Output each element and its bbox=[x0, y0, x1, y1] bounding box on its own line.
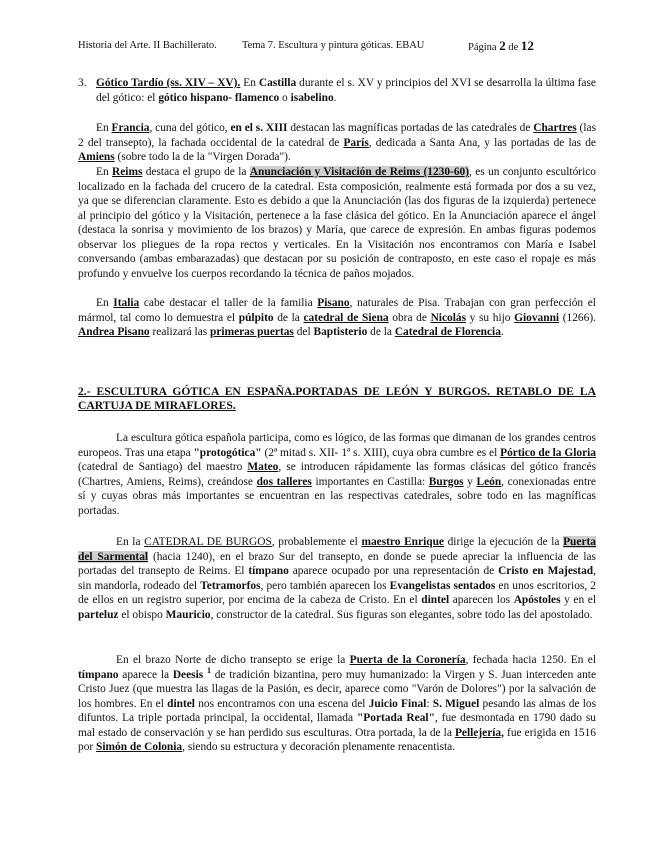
paragraph-burgos: En la CATEDRAL DE BURGOS, probablemente el maestro Enrique dirige la ejecución de la Puerta del Sarmental (hacia 1240), en el brazo Sur del transepto, en donde se puede apreciar la influencia de las portadas del transepto de Reims. El tímpano aparece ocupado por una representación de Cristo en Majestad, sin mandorla, rodeado del Tetramorfos, pero también aparecen los Evangelistas sentados en unos escritorios, 2 de ellos en un registro superior, por encima de la cabeza de Cristo. En el dintel aparecen los Apóstoles y en el parteluz el obispo Mauricio, constructor de la catedral. Sus figuras son elegantes, sobre todo las del apostolado. bbox=[78, 536, 597, 621]
paragraph-espana: La escultura gótica española participa, como es lógico, de las formas que dimanan de los grandes centros europeos. Tras una etapa "protogótica" (2ª mitad s. XII- 1ª s. XIII), cuya obra cumbre es el Pórtico de la Gloria (catedral de Santiago) del maestro Mateo, se introducen rápidamente las formas clásicas del gótico francés (Chartres, Amiens, Reims), creándose dos talleres importantes en Castilla: Burgos y León, conexionadas entre sí y cuyas obras más importantes se encuentran en las respectivas catedrales, sobre todo en las magníficas portadas. bbox=[78, 432, 597, 517]
page-header bbox=[78, 40, 595, 56]
section-2-heading: 2.- ESCULTURA GÓTICA EN ESPAÑA.PORTADAS DE LEÓN Y BURGOS. RETABLO DE LA CARTUJA DE MIRAFLORES. bbox=[78, 385, 596, 412]
course-name: Historia del Arte. II Bachillerato. bbox=[78, 40, 217, 51]
page-indicator: Página 2 de 12 bbox=[468, 38, 534, 53]
paragraph-reims: En Reims destaca el grupo de la Anunciación y Visitación de Reims (1230-60), es un conjunto escultórico localizado en la fachada del crucero de la catedral. Esta composición, realmente está formada por dos a su vez, ya que se diferencian claramente. Esto es debido a que la Anunciación (las dos figuras de la izquierda) pertenece al principio del gótico y la Visitación, pertenece a la fase clásica del gótico. En la Anunciación aparece el ángel (destaca la sonrisa y movimiento de los brazos) y María, que carece de expresión. En ambas figuras podemos observar los pliegues de la ropa rectos y verticales. En la Visitación nos encontramos con María e Isabel conversando (ambas embarazadas) que destacan por su posición de contraposto, en este caso el ropaje es más profundo y envuelve los cuerpos recordando la técnica de paños mojados. bbox=[78, 166, 596, 280]
paragraph-coroneria: En el brazo Norte de dicho transepto se erige la Puerta de la Coronería, fechada hacia 1250. En el tímpano aparece la Deesis $^1$ de tradición bizantina, pero muy humanizado: la Virgen y S. Juan interceden ante Cristo Juez (que muestra las llagas de la Pasión, es decir, aparece como "Varón de Dolores") por la salvación de los hombres. En el dintel nos encontramos con una escena del Juicio Final: S. Miguel pesando las almas de los difuntos. La triple portada principal, la occidental, llamada "Portada Real", fue desmontada en 1790 dado su mal estado de conservación y se han perdido sus esculturas. Otra portada, la de la Pellejería, fue erigida en 1516 por Simón de Colonia, siendo su estructura y decoración plenamente renacentista. bbox=[78, 654, 597, 753]
paragraph-italia: En Italia cabe destacar el taller de la familia Pisano, naturales de Pisa. Trabajan con gran perfección el mármol, tal como lo demuestra el púlpito de la catedral de Siena obra de Nicolás y su hijo Giovanni (1266). Andrea Pisano realizará las primeras puertas del Baptisterio de la Catedral de Florencia. bbox=[78, 297, 596, 338]
paragraph-francia: En Francia, cuna del gótico, en el s. XIII destacan las magníficas portadas de las catedrales de Chartres (las 2 del transepto), la fachada occidental de la catedral de París, dedicada a Santa Ana, y las portadas de las de Amiens (sobre todo la de la "Virgen Dorada"). bbox=[78, 122, 597, 163]
item-3: 3. Gótico Tardío (ss. XIV – XV). En Castilla durante el s. XV y principios del XVI se desarrolla la última fase del gótico: el gótico hispano- flamenco o isabelino. bbox=[78, 77, 596, 104]
topic-name: Tema 7. Escultura y pintura góticas. EBAU bbox=[242, 40, 425, 51]
